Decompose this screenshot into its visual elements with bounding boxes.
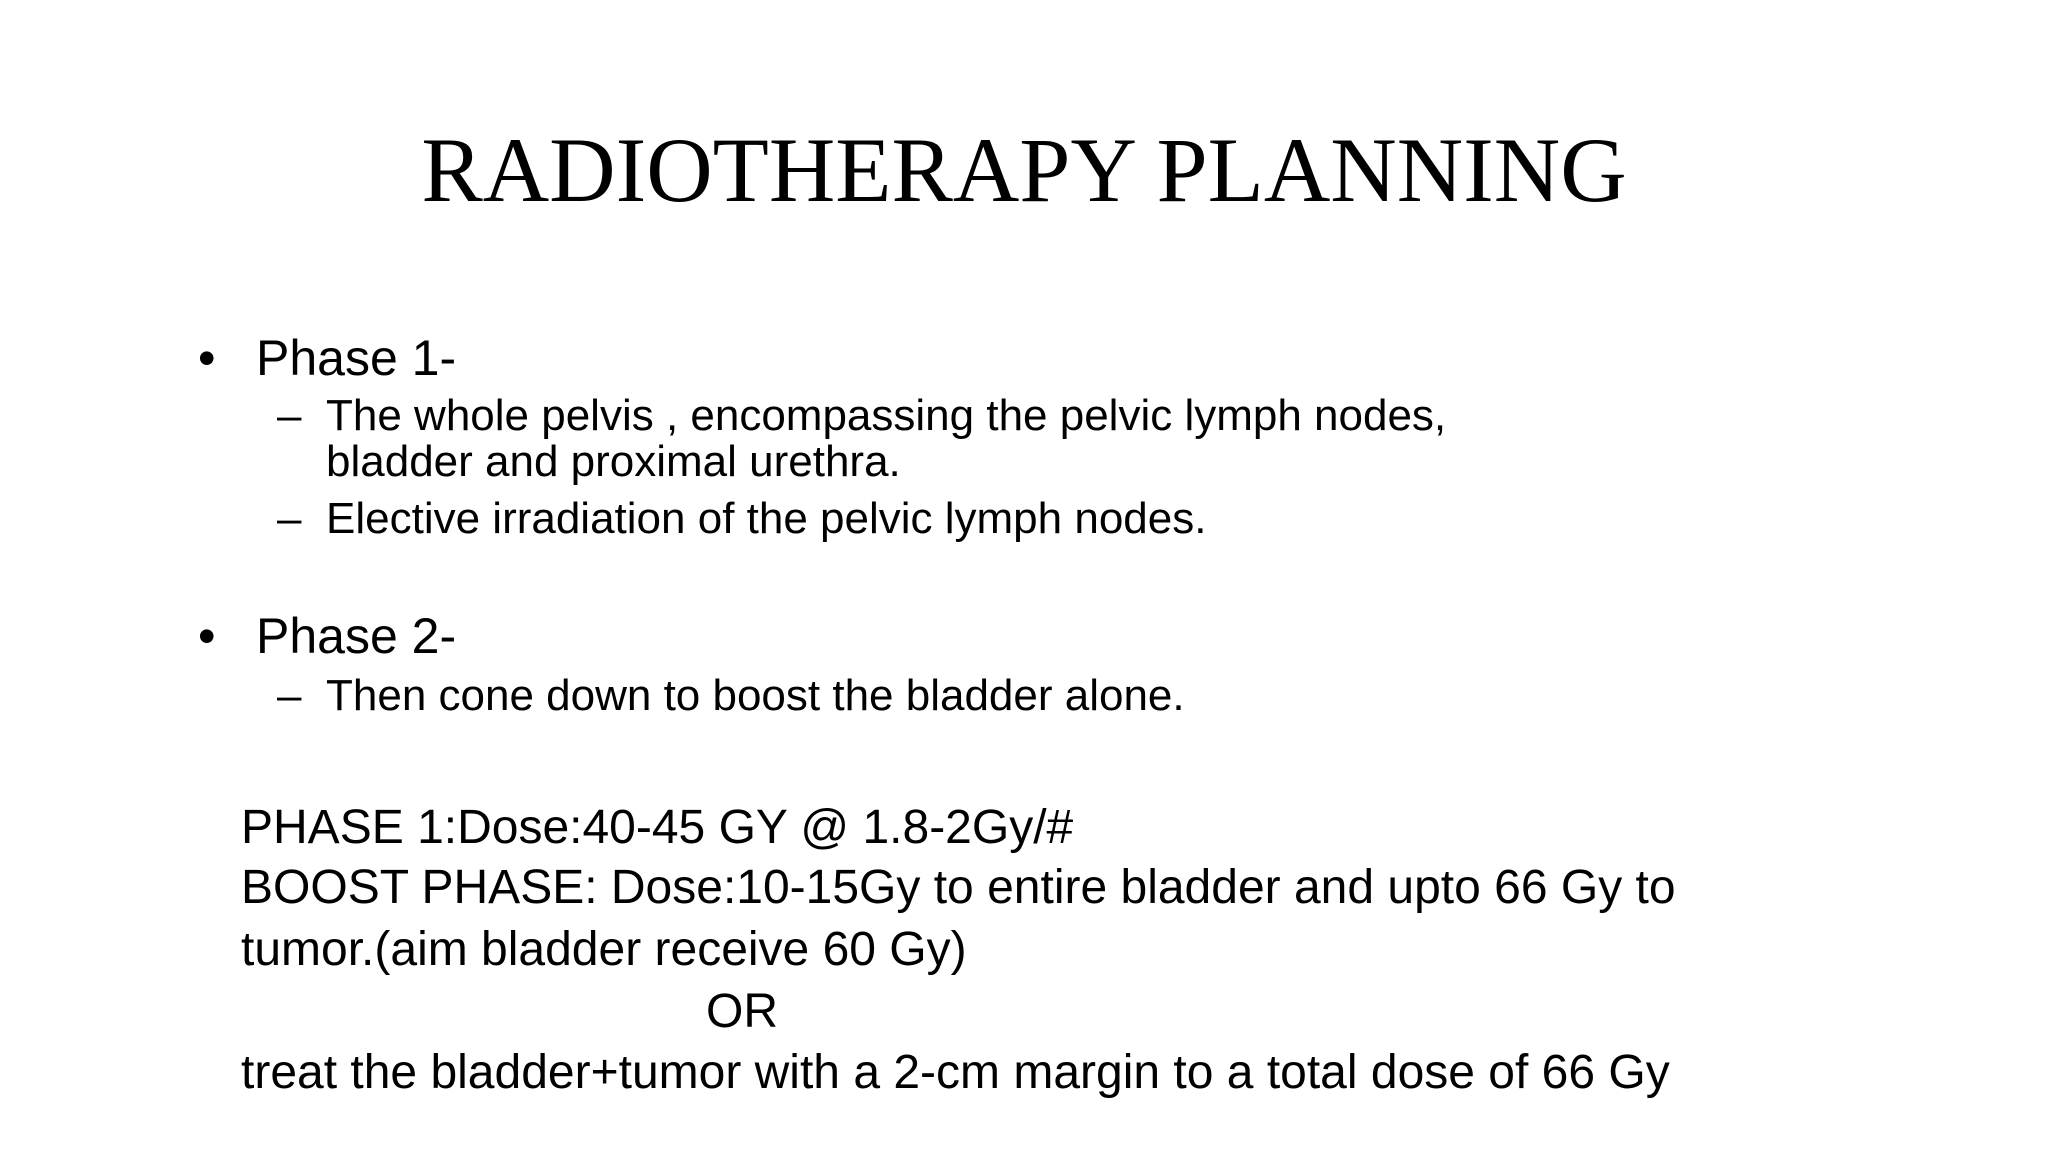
or-separator: OR xyxy=(706,985,778,1038)
dose-line-boost: BOOST PHASE: Dose:10-15Gy to entire bladder and upto 66 Gy to xyxy=(241,861,1676,914)
bullet-phase-2 xyxy=(198,608,456,664)
phase-1-item-1 xyxy=(277,393,1446,485)
bullet-icon: • xyxy=(198,608,216,664)
bullet-icon: • xyxy=(198,330,216,386)
dose-line-alternative: treat the bladder+tumor with a 2-cm margin to a total dose of 66 Gy xyxy=(241,1046,1670,1099)
dose-line-phase-1: PHASE 1:Dose:40-45 GY @ 1.8-2Gy/# xyxy=(241,801,1074,854)
dash-icon: – xyxy=(277,494,302,543)
phase-1-item-2-line-1: Elective irradiation of the pelvic lymph nodes. xyxy=(326,494,1207,543)
phase-1-item-1-line-1: The whole pelvis , encompassing the pelvic lymph nodes, xyxy=(326,391,1447,440)
bullet-phase-1 xyxy=(198,330,456,386)
phase-1-item-1-line-2: bladder and proximal urethra. xyxy=(326,437,901,486)
dash-icon: – xyxy=(277,671,302,720)
dash-icon: – xyxy=(277,391,302,440)
dose-line-tumor: tumor.(aim bladder receive 60 Gy) xyxy=(241,923,967,976)
slide-title: RADIOTHERAPY PLANNING xyxy=(421,119,1627,221)
phase-1-label: Phase 1- xyxy=(256,330,457,386)
phase-2-item-1 xyxy=(277,673,1185,719)
phase-1-item-2 xyxy=(277,496,1206,542)
phase-2-item-1-line-1: Then cone down to boost the bladder alone. xyxy=(326,671,1185,720)
phase-2-label: Phase 2- xyxy=(256,608,457,664)
